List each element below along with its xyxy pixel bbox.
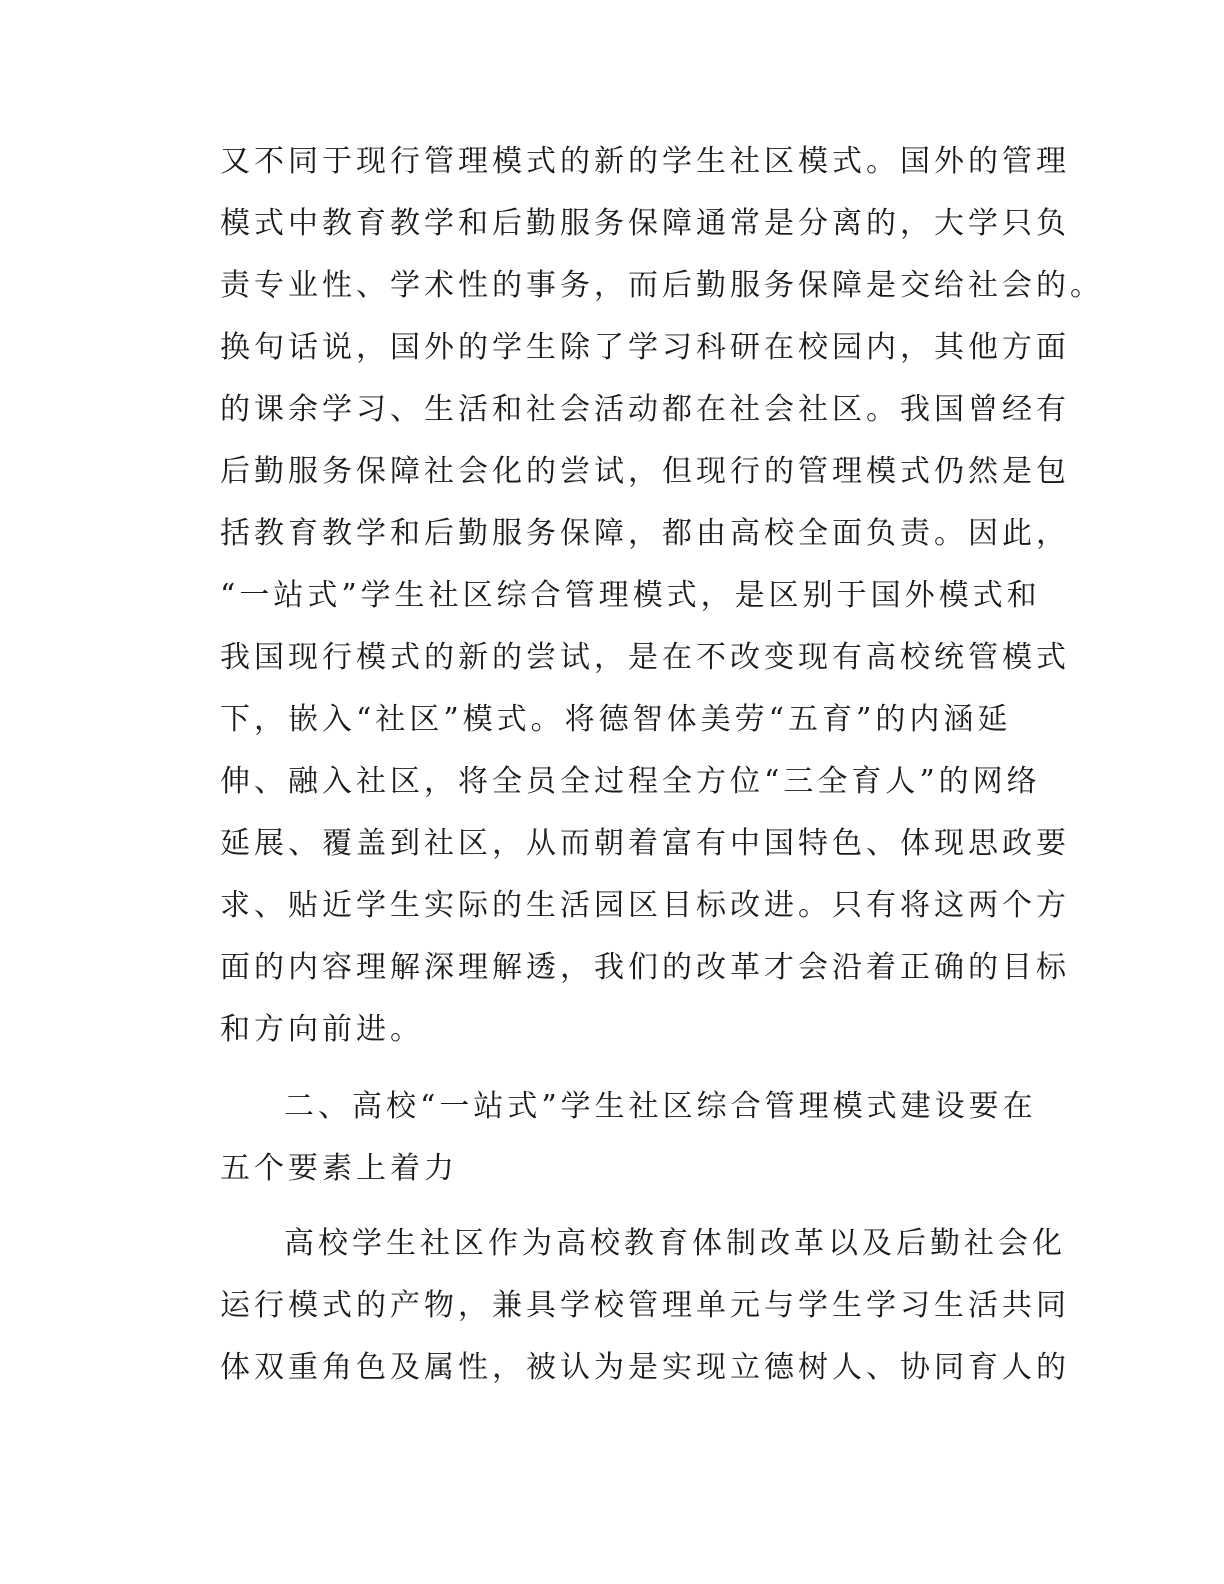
paragraph-line: 又不同于现行管理模式的新的学生社区模式。国外的管理 [220,144,1070,179]
body-paragraph [220,131,1104,1061]
paragraph-line: “一站式”学生社区综合管理模式，是区别于国外模式和 [220,578,1041,613]
paragraph-line: 体双重角色及属性，被认为是实现立德树人、协同育人的 [220,1350,1070,1385]
heading-line: 五个要素上着力 [220,1151,458,1186]
heading-line: 二、高校“一站式”学生社区综合管理模式建设要在 [284,1089,1037,1124]
paragraph-line: 延展、覆盖到社区，从而朝着富有中国特色、体现思政要 [220,826,1070,861]
paragraph-line: 括教育教学和后勤服务保障，都由高校全面负责。因此， [220,516,1070,551]
section-heading [220,1076,1037,1200]
paragraph-line: 运行模式的产物，兼具学校管理单元与学生学习生活共同 [220,1288,1070,1323]
paragraph-line: 面的内容理解深理解透，我们的改革才会沿着正确的目标 [220,950,1070,985]
paragraph-line: 后勤服务保障社会化的尝试，但现行的管理模式仍然是包 [220,454,1070,489]
paragraph-line: 的课余学习、生活和社会活动都在社会社区。我国曾经有 [220,392,1070,427]
paragraph-line: 求、贴近学生实际的生活园区目标改进。只有将这两个方 [220,888,1070,923]
paragraph-line: 我国现行模式的新的尝试，是在不改变现有高校统管模式 [220,640,1070,675]
paragraph-line: 换句话说，国外的学生除了学习科研在校园内，其他方面 [220,330,1070,365]
body-paragraph [220,1213,1070,1399]
paragraph-line: 模式中教育教学和后勤服务保障通常是分离的，大学只负 [220,206,1070,241]
paragraph-line: 高校学生社区作为高校教育体制改革以及后勤社会化 [284,1226,1066,1261]
paragraph-line: 伸、融入社区，将全员全过程全方位“三全育人”的网络 [220,764,1041,799]
paragraph-line: 责专业性、学术性的事务，而后勤服务保障是交给社会的。 [220,268,1104,303]
paragraph-line: 下，嵌入“社区”模式。将德智体美劳“五育”的内涵延 [220,702,1012,737]
paragraph-line: 和方向前进。 [220,1012,424,1047]
